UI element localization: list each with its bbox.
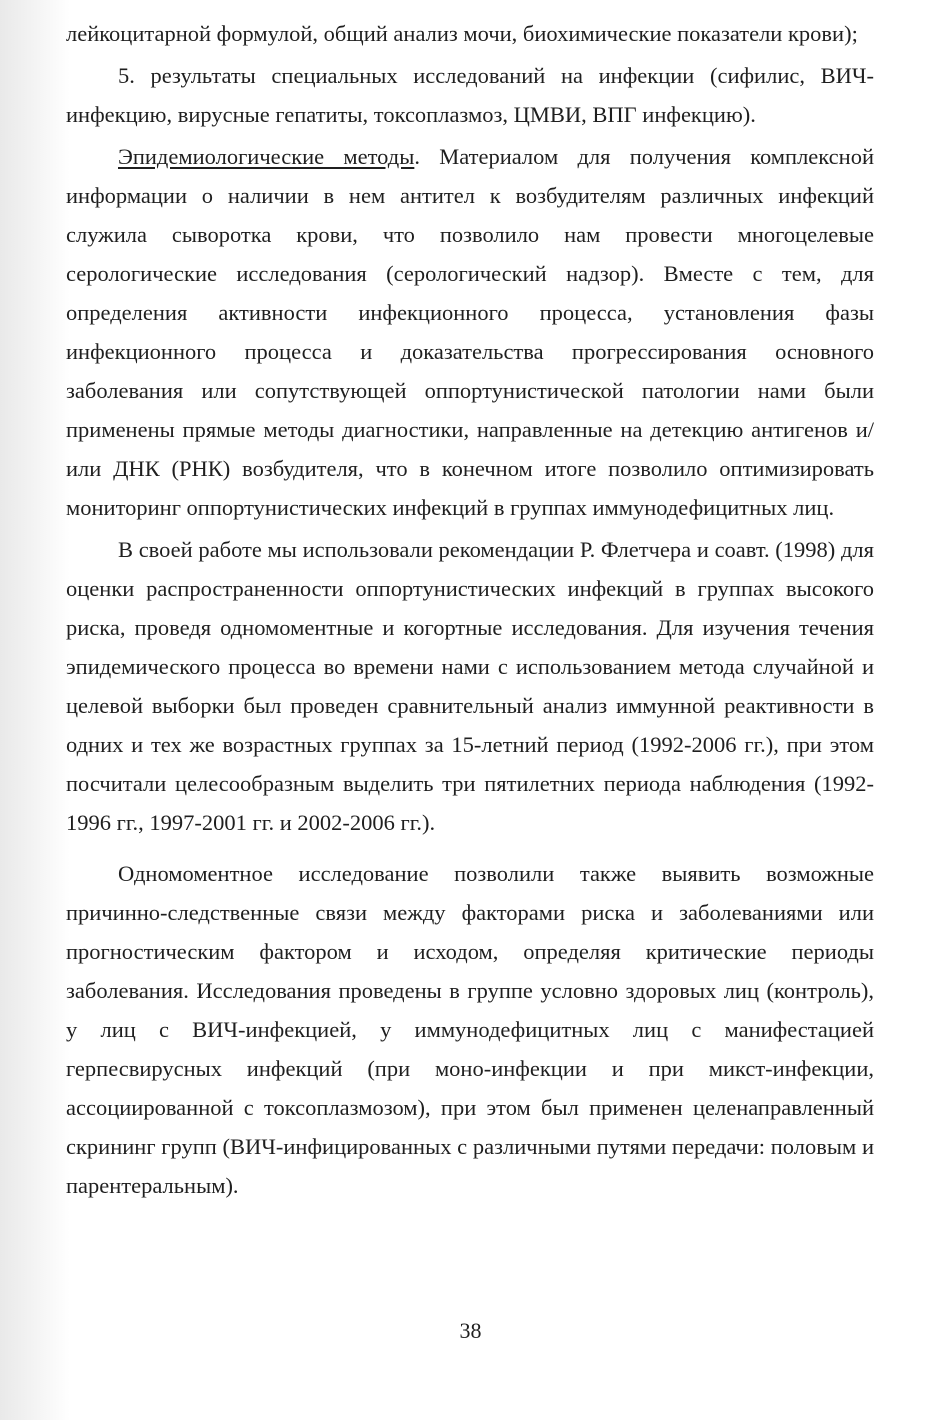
page-number: 38	[459, 1318, 482, 1343]
document-page	[66, 14, 874, 1205]
paragraph-cross-sectional-study: Одномоментное исследование позволили также выявить возможные причинно-следственные связи между факторами риска и заболеваниями или прогностическим фактором и исходом, определяя критические периоды заболевания. Исследования проведены в группе условно здоровых лиц (контроль), у лиц с ВИЧ-инфекцией, у иммунодефицитных лиц с манифестацией герпесвирусных инфекций (при моно-инфекции и при микст-инфекции, ассоциированной с токсоплазмозом), при этом был применен целенаправленный скрининг групп (ВИЧ-инфицированных с различными путями передачи: половым и парентеральным).	[66, 861, 874, 1198]
paragraph-lab-tests-end: лейкоцитарной формулой, общий анализ мочи, биохимические показатели крови);	[66, 21, 858, 46]
paragraph-epidemiological-methods-text: . Материалом для получения комплексной информации о наличии в нем антител к возбудителям различных инфекций служила сыворотка крови, что позволило нам провести многоцелевые серологические исследования (серологический надзор). Вместе с тем, для определения активности инфекционного процесса, установления фазы инфекционного процесса и доказательства прогрессирования основного заболевания или сопутствующей оппортунистической патологии нами были применены прямые методы диагностики, направленные на детекцию антигенов и/или ДНК (РНК) возбудителя, что в конечном итоге позволило оптимизировать мониторинг оппортунистических инфекций в группах иммунодефицитных лиц.	[66, 144, 874, 520]
paragraph-epidemiological-methods	[66, 137, 874, 527]
section-heading-epidemiological-methods: Эпидемиологические методы	[118, 144, 415, 169]
paragraph-fletcher-recommendations: В своей работе мы использовали рекомендации Р. Флетчера и соавт. (1998) для оценки распространенности оппортунистических инфекций в группах высокого риска, проведя одномоментные и когортные исследования. Для изучения течения эпидемического процесса во времени нами с использованием метода случайной и целевой выборки был проведен сравнительный анализ иммунной реактивности в одних и тех же возрастных группах за 15-летний период (1992-2006 гг.), при этом посчитали целесообразным выделить три пятилетних периода наблюдения (1992-1996 гг., 1997-2001 гг. и 2002-2006 гг.).	[66, 537, 874, 835]
paragraph-special-tests: 5. результаты специальных исследований на инфекции (сифилис, ВИЧ-инфекцию, вирусные гепатиты, токсоплазмоз, ЦМВИ, ВПГ инфекцию).	[66, 63, 874, 127]
scan-edge-shadow	[0, 0, 70, 1420]
